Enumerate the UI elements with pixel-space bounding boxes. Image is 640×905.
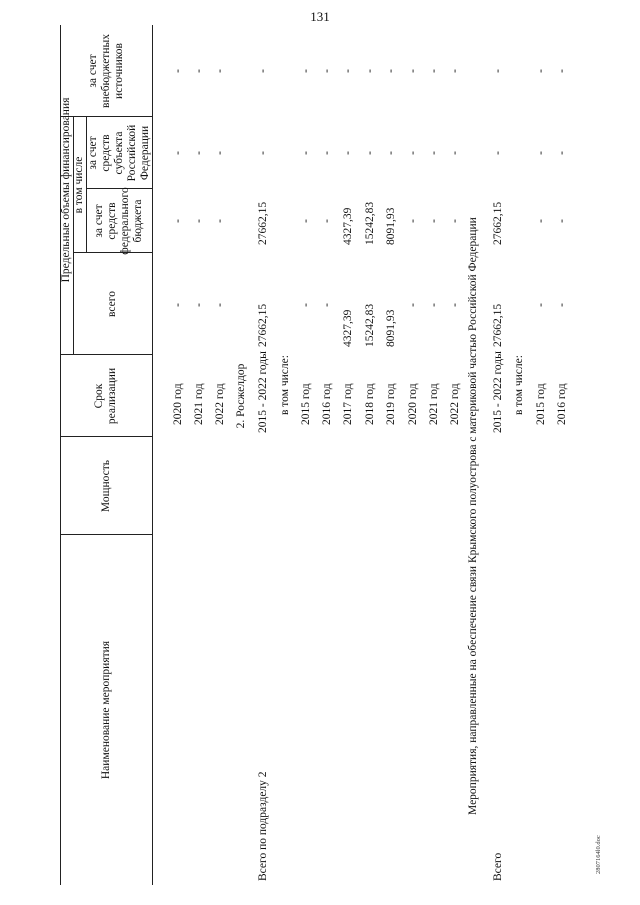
- cell-federal: -: [300, 219, 312, 223]
- cell-federal: 15242,83: [364, 201, 376, 245]
- cell-extra: -: [449, 69, 461, 73]
- cell-term: 2016 год: [556, 383, 568, 425]
- cell-regional: -: [257, 151, 269, 155]
- cell-regional: -: [364, 151, 376, 155]
- cell-term: 2020 год: [172, 383, 184, 425]
- cell-total: -: [535, 303, 547, 307]
- cell-extra: -: [535, 69, 547, 73]
- cell-term: 2015 - 2022 годы: [492, 351, 504, 433]
- cell-term: 2022 год: [449, 383, 461, 425]
- cell-extra: -: [492, 69, 504, 73]
- cell-extra: -: [193, 69, 205, 73]
- cell-extra: -: [300, 69, 312, 73]
- cell-regional: -: [556, 151, 568, 155]
- cell-federal: -: [428, 219, 440, 223]
- cell-total: -: [556, 303, 568, 307]
- cell-regional: -: [449, 151, 461, 155]
- header-including: в том числе: [73, 156, 85, 214]
- cell-total: 27662,15: [257, 303, 269, 347]
- cell-federal: -: [407, 219, 419, 223]
- header-term: Срок реализации: [93, 367, 118, 425]
- cell-federal: -: [556, 219, 568, 223]
- cell-federal: 27662,15: [257, 201, 269, 245]
- cell-regional: -: [428, 151, 440, 155]
- cell-term: в том числе:: [513, 355, 525, 415]
- cell-extra: -: [428, 69, 440, 73]
- header-regional: за счет средств субъекта Российской Федерации: [86, 124, 151, 182]
- cell-total: -: [172, 303, 184, 307]
- cell-total: -: [321, 303, 333, 307]
- header-bottom-border: [152, 25, 153, 885]
- header-total: всего: [106, 291, 118, 317]
- cell-federal: -: [321, 219, 333, 223]
- cell-term: 2016 год: [321, 383, 333, 425]
- cell-total: -: [193, 303, 205, 307]
- cell-term: 2015 - 2022 годы: [257, 351, 269, 433]
- cell-term: в том числе:: [279, 355, 291, 415]
- cell-federal: -: [193, 219, 205, 223]
- header-capacity: Мощность: [99, 459, 112, 513]
- cell-name: Всего по подразделу 2: [257, 771, 269, 881]
- cell-federal: -: [535, 219, 547, 223]
- cell-total: -: [214, 303, 226, 307]
- header-funding-group: Предельные объемы финансирования: [60, 97, 72, 283]
- header-extrabudgetary: за счет внебюджетных источников: [86, 34, 125, 108]
- cell-total: 15242,83: [364, 303, 376, 347]
- cell-federal: 27662,15: [492, 201, 504, 245]
- cell-total: 4327,39: [342, 309, 354, 347]
- cell-regional: -: [193, 151, 205, 155]
- page-number: 131: [310, 9, 330, 24]
- cell-regional: -: [407, 151, 419, 155]
- header-name: Наименование мероприятия: [99, 640, 112, 780]
- cell-total: -: [428, 303, 440, 307]
- cell-regional: -: [321, 151, 333, 155]
- cell-extra: -: [257, 69, 269, 73]
- cell-regional: -: [385, 151, 397, 155]
- cell-regional: -: [492, 151, 504, 155]
- cell-federal: 8091,93: [385, 207, 397, 245]
- cell-regional: -: [535, 151, 547, 155]
- header-federal: за счет средств федерального бюджета: [93, 187, 144, 255]
- cell-regional: -: [342, 151, 354, 155]
- cell-regional: -: [214, 151, 226, 155]
- cell-federal: 4327,39: [342, 207, 354, 245]
- section-title-roszheldor: 2. Росжелдор: [235, 363, 247, 429]
- cell-federal: -: [172, 219, 184, 223]
- funding-table: [60, 25, 580, 885]
- cell-total: -: [407, 303, 419, 307]
- cell-regional: -: [300, 151, 312, 155]
- cell-total: -: [449, 303, 461, 307]
- cell-term: 2017 год: [342, 383, 354, 425]
- section-title-crimea: Мероприятия, направленные на обеспечение связи Крымского полуострова с материковой частью Российской Федерации: [467, 217, 479, 815]
- cell-federal: -: [214, 219, 226, 223]
- cell-term: 2022 год: [214, 383, 226, 425]
- cell-term: 2021 год: [428, 383, 440, 425]
- footer-document-code: 2807164l0.doc: [595, 835, 602, 874]
- cell-term: 2019 год: [385, 383, 397, 425]
- cell-total: 8091,93: [385, 309, 397, 347]
- cell-total: 27662,15: [492, 303, 504, 347]
- cell-total: -: [300, 303, 312, 307]
- cell-term: 2020 год: [407, 383, 419, 425]
- cell-extra: -: [556, 69, 568, 73]
- cell-regional: -: [172, 151, 184, 155]
- cell-extra: -: [172, 69, 184, 73]
- cell-extra: -: [407, 69, 419, 73]
- cell-term: 2015 год: [300, 383, 312, 425]
- cell-extra: -: [385, 69, 397, 73]
- cell-extra: -: [364, 69, 376, 73]
- cell-extra: -: [214, 69, 226, 73]
- cell-term: 2015 год: [535, 383, 547, 425]
- cell-extra: -: [342, 69, 354, 73]
- cell-term: 2018 год: [364, 383, 376, 425]
- cell-term: 2021 год: [193, 383, 205, 425]
- cell-extra: -: [321, 69, 333, 73]
- cell-name: Всего: [492, 852, 504, 881]
- cell-federal: -: [449, 219, 461, 223]
